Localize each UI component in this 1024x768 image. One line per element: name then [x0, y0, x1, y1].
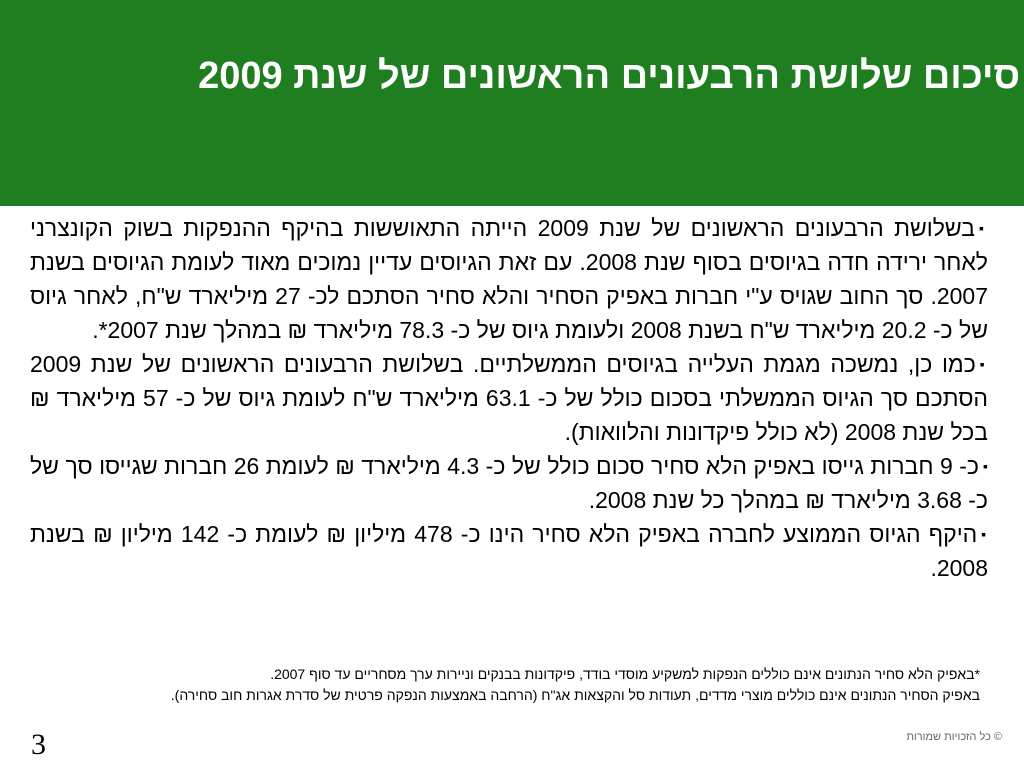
bullet-marker: ▪ — [982, 458, 989, 474]
paragraph-text: בשלושת הרבעונים הראשונים של שנת 2009 הייתה התאוששות בהיקף ההנפקות בשוק הקונצרני לאחר ירידה חדה בגיוסים בסוף שנת 2008. עם זאת הגיוסים עדיין נמוכים מאוד לעומת הגיוסים בשנת 2007. סך החוב שגויס ע"י חברות באפיק הסחיר והלא סחיר הסתכם לכ- 27 מיליארד ש"ח, לאחר גיוס של כ- 20.2 מיליארד ש"ח בשנת 2008 ולעומת גיוס של כ- 78.3 מיליארד ₪ במהלך שנת 2007*. — [30, 215, 989, 343]
bullet-paragraph-3 — [30, 449, 988, 517]
footnote-line-2: באפיק הסחיר הנתונים אינם כוללים מוצרי מדדים, תעודות סל והקצאות אג"ח (הרחבה באמצעות הנפקה פרטית של סדרת אגרות חוב סחירה). — [170, 687, 980, 703]
slide-body — [30, 211, 988, 585]
page-number: 3 — [31, 728, 46, 761]
title-bar — [0, 0, 1024, 206]
bullet-paragraph-2 — [30, 347, 988, 449]
footnote-line-1: *באפיק הלא סחיר הנתונים אינם כוללים הנפקות למשקיע מוסדי בודד, פיקדונות בבנקים וניירות ערך מסחריים עד סוף 2007. — [270, 666, 980, 682]
footnote — [100, 664, 980, 706]
bullet-marker: ▪ — [981, 526, 988, 542]
paragraph-text: היקף הגיוס הממוצע לחברה באפיק הלא סחיר הינו כ- 478 מיליון ₪ לעומת כ- 142 מיליון ₪ בשנת 2008. — [30, 521, 988, 581]
bullet-paragraph-1 — [30, 211, 988, 347]
paragraph-text: כמו כן, נמשכה מגמת העלייה בגיוסים הממשלתיים. בשלושת הרבעונים הראשונים של שנת 2009 הסתכם סך הגיוס הממשלתי בסכום כולל של כ- 63.1 מיליארד ש"ח לעומת גיוס של כ- 57 מיליארד ₪ בכל שנת 2008 (לא כולל פיקדונות והלוואות). — [30, 351, 988, 445]
paragraph-text: כ- 9 חברות גייסו באפיק הלא סחיר סכום כולל של כ- 4.3 מיליארד ₪ לעומת 26 חברות שגייסו סך של כ- 3.68 מיליארד ₪ במהלך כל שנת 2008. — [30, 453, 988, 513]
slide-title: סיכום שלושת הרבעונים הראשונים של שנת 2009 — [198, 55, 1020, 97]
bullet-marker: ▪ — [979, 356, 988, 372]
bullet-paragraph-4 — [30, 517, 988, 585]
copyright-notice: © כל הזכויות שמורות — [906, 731, 1002, 743]
bullet-marker: ▪ — [979, 220, 988, 236]
